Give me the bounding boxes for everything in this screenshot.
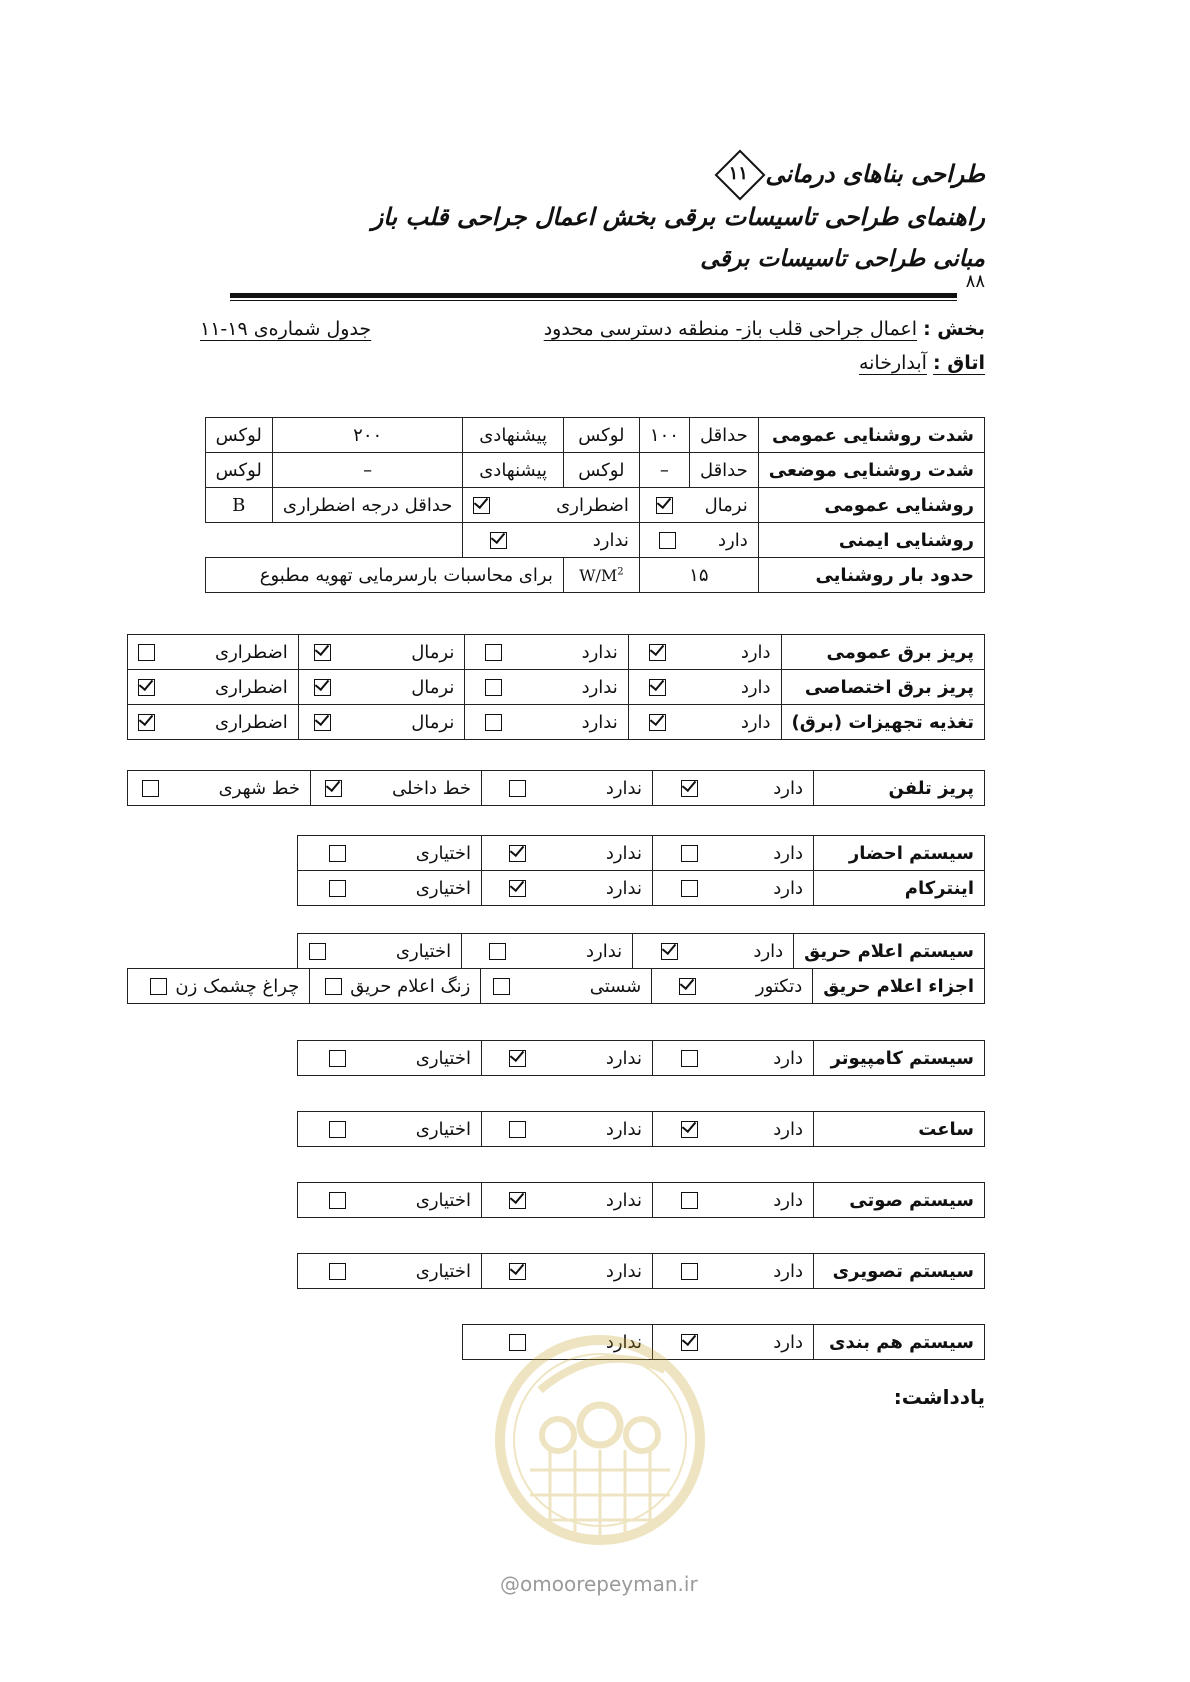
checkbox-icon[interactable] (142, 780, 159, 797)
cell (482, 1112, 653, 1147)
call-table (297, 835, 985, 906)
section-info (544, 318, 985, 340)
cell (465, 670, 628, 705)
book-title-text: طراحی بناهای درمانی (765, 158, 985, 188)
cell (653, 1183, 814, 1218)
cell (463, 523, 640, 558)
section-label: بخش : (923, 318, 985, 340)
checked-checkbox-icon[interactable] (509, 1050, 526, 1067)
cell (298, 635, 465, 670)
cell (463, 488, 640, 523)
cell (311, 771, 482, 806)
option-label: ندارد (605, 1260, 642, 1282)
cell (653, 1112, 814, 1147)
checkbox-icon[interactable] (329, 845, 346, 862)
cell: ۲۰۰ (272, 418, 463, 453)
option-label: شستی (589, 975, 642, 997)
row-label: روشنایی ایمنی (758, 523, 984, 558)
cell (652, 969, 813, 1004)
checked-checkbox-icon[interactable] (473, 497, 490, 514)
checked-checkbox-icon[interactable] (138, 714, 155, 731)
cell (639, 488, 758, 523)
table-row (298, 1112, 985, 1147)
checkbox-icon[interactable] (329, 1263, 346, 1280)
cell: ۱۵ (639, 558, 758, 593)
checkbox-icon[interactable] (150, 978, 167, 995)
cell (481, 969, 652, 1004)
cell (653, 1041, 814, 1076)
phone-table (127, 770, 985, 806)
row-label: حدود بار روشنایی (758, 558, 984, 593)
checked-checkbox-icon[interactable] (649, 679, 666, 696)
table-row (128, 670, 985, 705)
checkbox-icon[interactable] (325, 978, 342, 995)
option-label: ندارد (605, 1331, 642, 1353)
cell (298, 1254, 482, 1289)
checkbox-icon[interactable] (485, 644, 502, 661)
table-row (298, 1041, 985, 1076)
option-label: اضطراری (215, 641, 288, 663)
option-label: دارد (773, 1260, 803, 1282)
checkbox-icon[interactable] (493, 978, 510, 995)
cell (462, 934, 633, 969)
checkbox-icon[interactable] (329, 880, 346, 897)
checkbox-icon[interactable] (329, 1192, 346, 1209)
option-label: اضطراری (215, 711, 288, 733)
guide-title: راهنمای طراحی تاسیسات برقی بخش اعمال جراحی قلب باز (371, 202, 985, 231)
row-label: اجزاء اعلام حریق (813, 969, 985, 1004)
cell (653, 871, 814, 906)
option-label: اختیاری (415, 1118, 471, 1140)
checkbox-icon[interactable] (681, 1263, 698, 1280)
checked-checkbox-icon[interactable] (656, 497, 673, 514)
row-label: سیستم تصویری (814, 1254, 985, 1289)
option-label: دارد (753, 940, 784, 962)
cell (205, 523, 463, 558)
option-label: اضطراری (556, 494, 629, 516)
option-label: ندارد (585, 940, 623, 962)
option-label: خط شهری (218, 777, 300, 799)
cell (128, 670, 299, 705)
table-row (205, 488, 984, 523)
cell (298, 836, 482, 871)
table-row (128, 635, 985, 670)
checked-checkbox-icon[interactable] (649, 714, 666, 731)
table-row (298, 871, 985, 906)
checkbox-icon[interactable] (489, 943, 506, 960)
power-table (127, 634, 985, 740)
option-label: نرمال (411, 676, 455, 698)
checkbox-icon[interactable] (329, 1121, 346, 1138)
checked-checkbox-icon[interactable] (681, 780, 698, 797)
cell (482, 771, 653, 806)
clock-table (297, 1111, 985, 1147)
checkbox-icon[interactable] (485, 714, 502, 731)
option-label: دتکتور (755, 975, 803, 997)
lighting-table (205, 417, 985, 593)
cell (628, 635, 781, 670)
table-row (298, 1183, 985, 1218)
cell: – (272, 453, 463, 488)
cell (633, 934, 794, 969)
option-label: ندارد (581, 711, 618, 733)
cell (653, 836, 814, 871)
fire-parts-table (127, 968, 985, 1004)
section-title: مبانی طراحی تاسیسات برقی (700, 245, 985, 272)
row-label: شدت روشنایی عمومی (758, 418, 984, 453)
option-label: دارد (740, 641, 771, 663)
row-label: روشنایی عمومی (758, 488, 984, 523)
option-label: دارد (773, 1047, 803, 1069)
row-label: پریز تلفن (814, 771, 985, 806)
option-label: اختیاری (415, 1047, 471, 1069)
checked-checkbox-icon[interactable] (661, 943, 678, 960)
table-row (205, 453, 984, 488)
unit-label: W/M (579, 565, 618, 585)
checkbox-icon[interactable] (509, 1121, 526, 1138)
option-label: اختیاری (415, 877, 471, 899)
checkbox-icon[interactable] (309, 943, 326, 960)
option-label: ندارد (605, 777, 642, 799)
option-label: دارد (718, 529, 748, 551)
checkbox-icon[interactable] (681, 1050, 698, 1067)
cell (128, 635, 299, 670)
checked-checkbox-icon[interactable] (509, 1192, 526, 1209)
checkbox-icon[interactable] (485, 679, 502, 696)
cell: حداقل (689, 418, 758, 453)
cell: برای محاسبات بارسرمایی تهویه مطبوع (205, 558, 563, 593)
row-label: سیستم هم بندی (814, 1325, 985, 1360)
option-label: ندارد (581, 641, 618, 663)
table-row (128, 705, 985, 740)
option-label: ندارد (605, 877, 642, 899)
option-label: دارد (773, 1189, 803, 1211)
checkbox-icon[interactable] (659, 532, 676, 549)
checked-checkbox-icon[interactable] (509, 845, 526, 862)
table-row (298, 934, 985, 969)
row-label: سیستم اعلام حریق (794, 934, 985, 969)
option-label: دارد (740, 676, 771, 698)
checkbox-icon[interactable] (509, 780, 526, 797)
option-label: نرمال (704, 494, 748, 516)
checked-checkbox-icon[interactable] (509, 880, 526, 897)
cell (465, 635, 628, 670)
checked-checkbox-icon[interactable] (314, 714, 331, 731)
checked-checkbox-icon[interactable] (325, 780, 342, 797)
cell: لوکس (563, 453, 639, 488)
cell (639, 523, 758, 558)
cell: پیشنهادی (463, 453, 563, 488)
row-label: پریز برق عمومی (781, 635, 984, 670)
option-label: نرمال (411, 641, 455, 663)
cell (482, 1254, 653, 1289)
cell: – (639, 453, 689, 488)
table-row (205, 418, 984, 453)
table-row (298, 1254, 985, 1289)
watermark-logo-icon (480, 1300, 720, 1590)
room-value: آبدارخانه (858, 352, 927, 374)
section-value: اعمال جراحی قلب باز- منطقه دسترسی محدود (543, 318, 918, 340)
option-label: دارد (773, 1118, 803, 1140)
option-label: دارد (773, 777, 803, 799)
cell (128, 705, 299, 740)
option-label: ندارد (605, 842, 642, 864)
table-row (298, 836, 985, 871)
checked-checkbox-icon[interactable] (138, 679, 155, 696)
cell (310, 969, 481, 1004)
header-rule-thin (230, 300, 957, 301)
cell (482, 871, 653, 906)
option-label: ندارد (581, 676, 618, 698)
audio-table (297, 1182, 985, 1218)
option-label: دارد (740, 711, 771, 733)
checked-checkbox-icon[interactable] (679, 978, 696, 995)
table-row (205, 523, 984, 558)
checked-checkbox-icon[interactable] (314, 644, 331, 661)
book-title (715, 150, 985, 196)
room-info (859, 352, 985, 374)
cell (128, 969, 310, 1004)
row-label: سیستم کامپیوتر (814, 1041, 985, 1076)
room-label: اتاق : (933, 352, 985, 374)
option-label: اختیاری (415, 842, 471, 864)
cell: لوکس (205, 453, 272, 488)
option-label: نرمال (411, 711, 455, 733)
checkbox-icon[interactable] (681, 845, 698, 862)
cell (298, 670, 465, 705)
table-row (128, 969, 985, 1004)
option-label: دارد (773, 877, 803, 899)
cell (628, 705, 781, 740)
checked-checkbox-icon[interactable] (681, 1121, 698, 1138)
checkbox-icon[interactable] (681, 1192, 698, 1209)
chapter-number: ۱۱ (728, 162, 748, 184)
checkbox-icon[interactable] (138, 644, 155, 661)
table-row (128, 771, 985, 806)
checked-checkbox-icon[interactable] (649, 644, 666, 661)
option-label: اضطراری (215, 676, 288, 698)
cell (482, 1183, 653, 1218)
option-label: دارد (773, 842, 803, 864)
cell (653, 771, 814, 806)
cell: حداقل درجه اضطراری (272, 488, 463, 523)
row-label: شدت روشنایی موضعی (758, 453, 984, 488)
row-label: اینترکام (814, 871, 985, 906)
row-label: سیستم احضار (814, 836, 985, 871)
cell (128, 771, 311, 806)
cell (563, 558, 639, 593)
cell: لوکس (563, 418, 639, 453)
chapter-badge (715, 150, 761, 196)
option-label: ندارد (605, 1118, 642, 1140)
option-label: زنگ اعلام حریق (350, 975, 471, 997)
watermark-url: @omoorepeyman.ir (500, 1572, 698, 1596)
cell (298, 871, 482, 906)
cell: حداقل (689, 453, 758, 488)
cell: B (205, 488, 272, 523)
checked-checkbox-icon[interactable] (509, 1263, 526, 1280)
option-label: ندارد (605, 1189, 642, 1211)
option-label: اختیاری (415, 1260, 471, 1282)
header-rule-thick (230, 293, 957, 298)
checked-checkbox-icon[interactable] (314, 679, 331, 696)
row-label: ساعت (814, 1112, 985, 1147)
row-label: پریز برق اختصاصی (781, 670, 984, 705)
checkbox-icon[interactable] (329, 1050, 346, 1067)
cell (298, 1112, 482, 1147)
row-label: سیستم صوتی (814, 1183, 985, 1218)
option-label: چراغ چشمک زن (175, 975, 300, 997)
computer-table (297, 1040, 985, 1076)
cell (482, 1041, 653, 1076)
cell (628, 670, 781, 705)
video-table (297, 1253, 985, 1289)
row-label: تغذیه تجهیزات (برق) (781, 705, 984, 740)
table-number: جدول شماره‌ی ۱۹-۱۱ (200, 318, 372, 340)
cell: ۱۰۰ (639, 418, 689, 453)
cell (298, 1183, 482, 1218)
table-row (205, 558, 984, 593)
cell (298, 934, 462, 969)
option-label: ندارد (605, 1047, 642, 1069)
cell (298, 705, 465, 740)
cell (653, 1254, 814, 1289)
checkbox-icon[interactable] (681, 880, 698, 897)
option-label: ندارد (592, 529, 629, 551)
cell (482, 836, 653, 871)
checked-checkbox-icon[interactable] (490, 532, 507, 549)
cell: پیشنهادی (463, 418, 563, 453)
option-label: اختیاری (395, 940, 452, 962)
option-label: خط داخلی (391, 777, 471, 799)
unit-exponent: 2 (617, 566, 624, 578)
option-label: اختیاری (415, 1189, 471, 1211)
cell: لوکس (205, 418, 272, 453)
fire-system-table (297, 933, 985, 969)
page-number: ۸۸ (965, 271, 985, 292)
option-label: دارد (773, 1331, 803, 1353)
notes-label: یادداشت: (893, 1385, 985, 1409)
cell (465, 705, 628, 740)
cell (298, 1041, 482, 1076)
